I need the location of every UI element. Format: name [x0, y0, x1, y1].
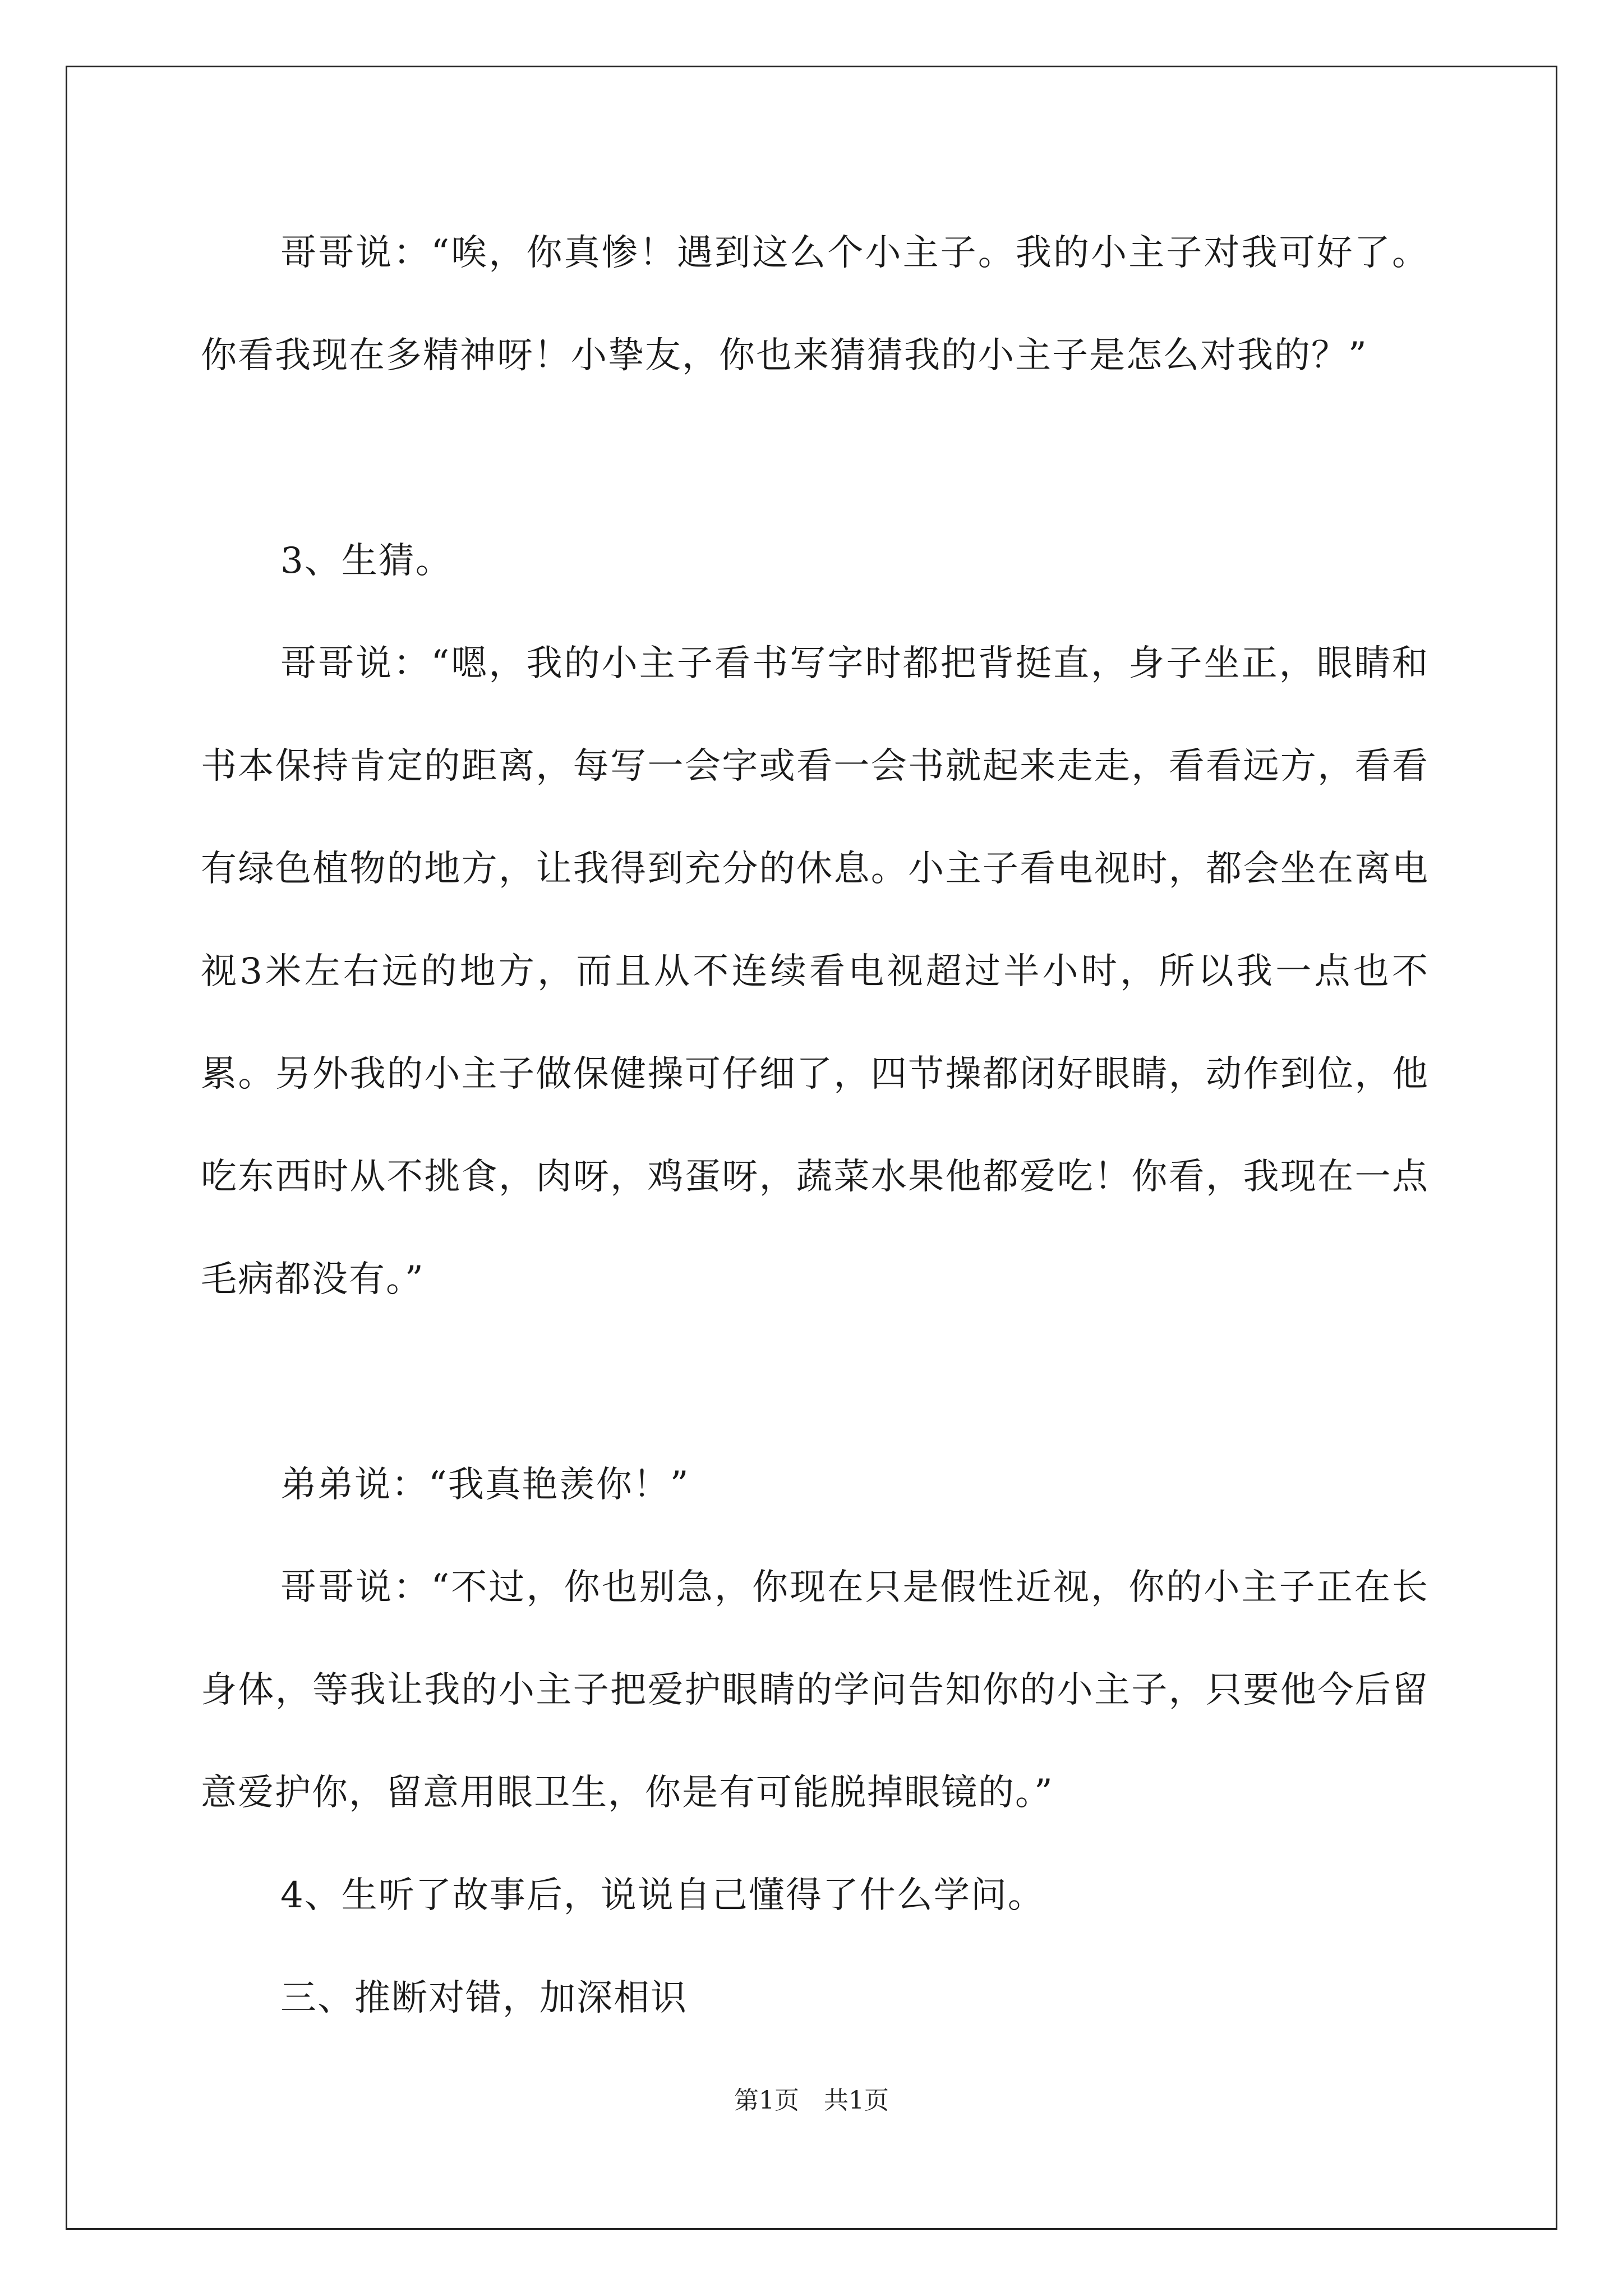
paragraph-5: 哥哥说：“不过，你也别急，你现在只是假性近视，你的小主子正在长身体，等我让我的小主子把爱护眼睛的学问告知你的小主子，只要他今后留意爱护你，留意用眼卫生，你是有可能脱掉眼镜的。”: [201, 1567, 1429, 1814]
page-footer: [0, 2084, 1623, 2118]
page-number-current: 第1页: [734, 2086, 799, 2115]
paragraph-3: 哥哥说：“嗯，我的小主子看书写字时都把背挺直，身子坐正，眼睛和书本保持肯定的距离，每写一会字或看一会书就起来走走，看看远方，看看有绿色植物的地方，让我得到充分的休息。小主子看电视时，都会坐在离电视3米左右远的地方，而且从不连续看电视超过半小时，所以我一点也不累。另外我的小主子做保健操可仔细了，四节操都闭好眼睛，动作到位，他吃东西时从不挑食，肉呀，鸡蛋呀，蔬菜水果他都爱吃！你看，我现在一点毛病都没有。”: [201, 643, 1429, 1300]
page-number-total: 共1页: [824, 2086, 889, 2115]
document-body: [201, 202, 1429, 2050]
paragraph-1: 哥哥说：“唉，你真惨！遇到这么个小主子。我的小主子对我可好了。你看我现在多精神呀！小挚友，你也来猜猜我的小主子是怎么对我的？”: [201, 232, 1429, 376]
paragraph-4: 弟弟说：“我真艳羡你！”: [280, 1464, 690, 1506]
paragraph-6: 4、生听了故事后，说说自己懂得了什么学问。: [280, 1875, 1045, 1916]
paragraph-2: 3、生猜。: [280, 540, 453, 582]
paragraph-7: 三、推断对错，加深相识: [280, 1977, 688, 2019]
